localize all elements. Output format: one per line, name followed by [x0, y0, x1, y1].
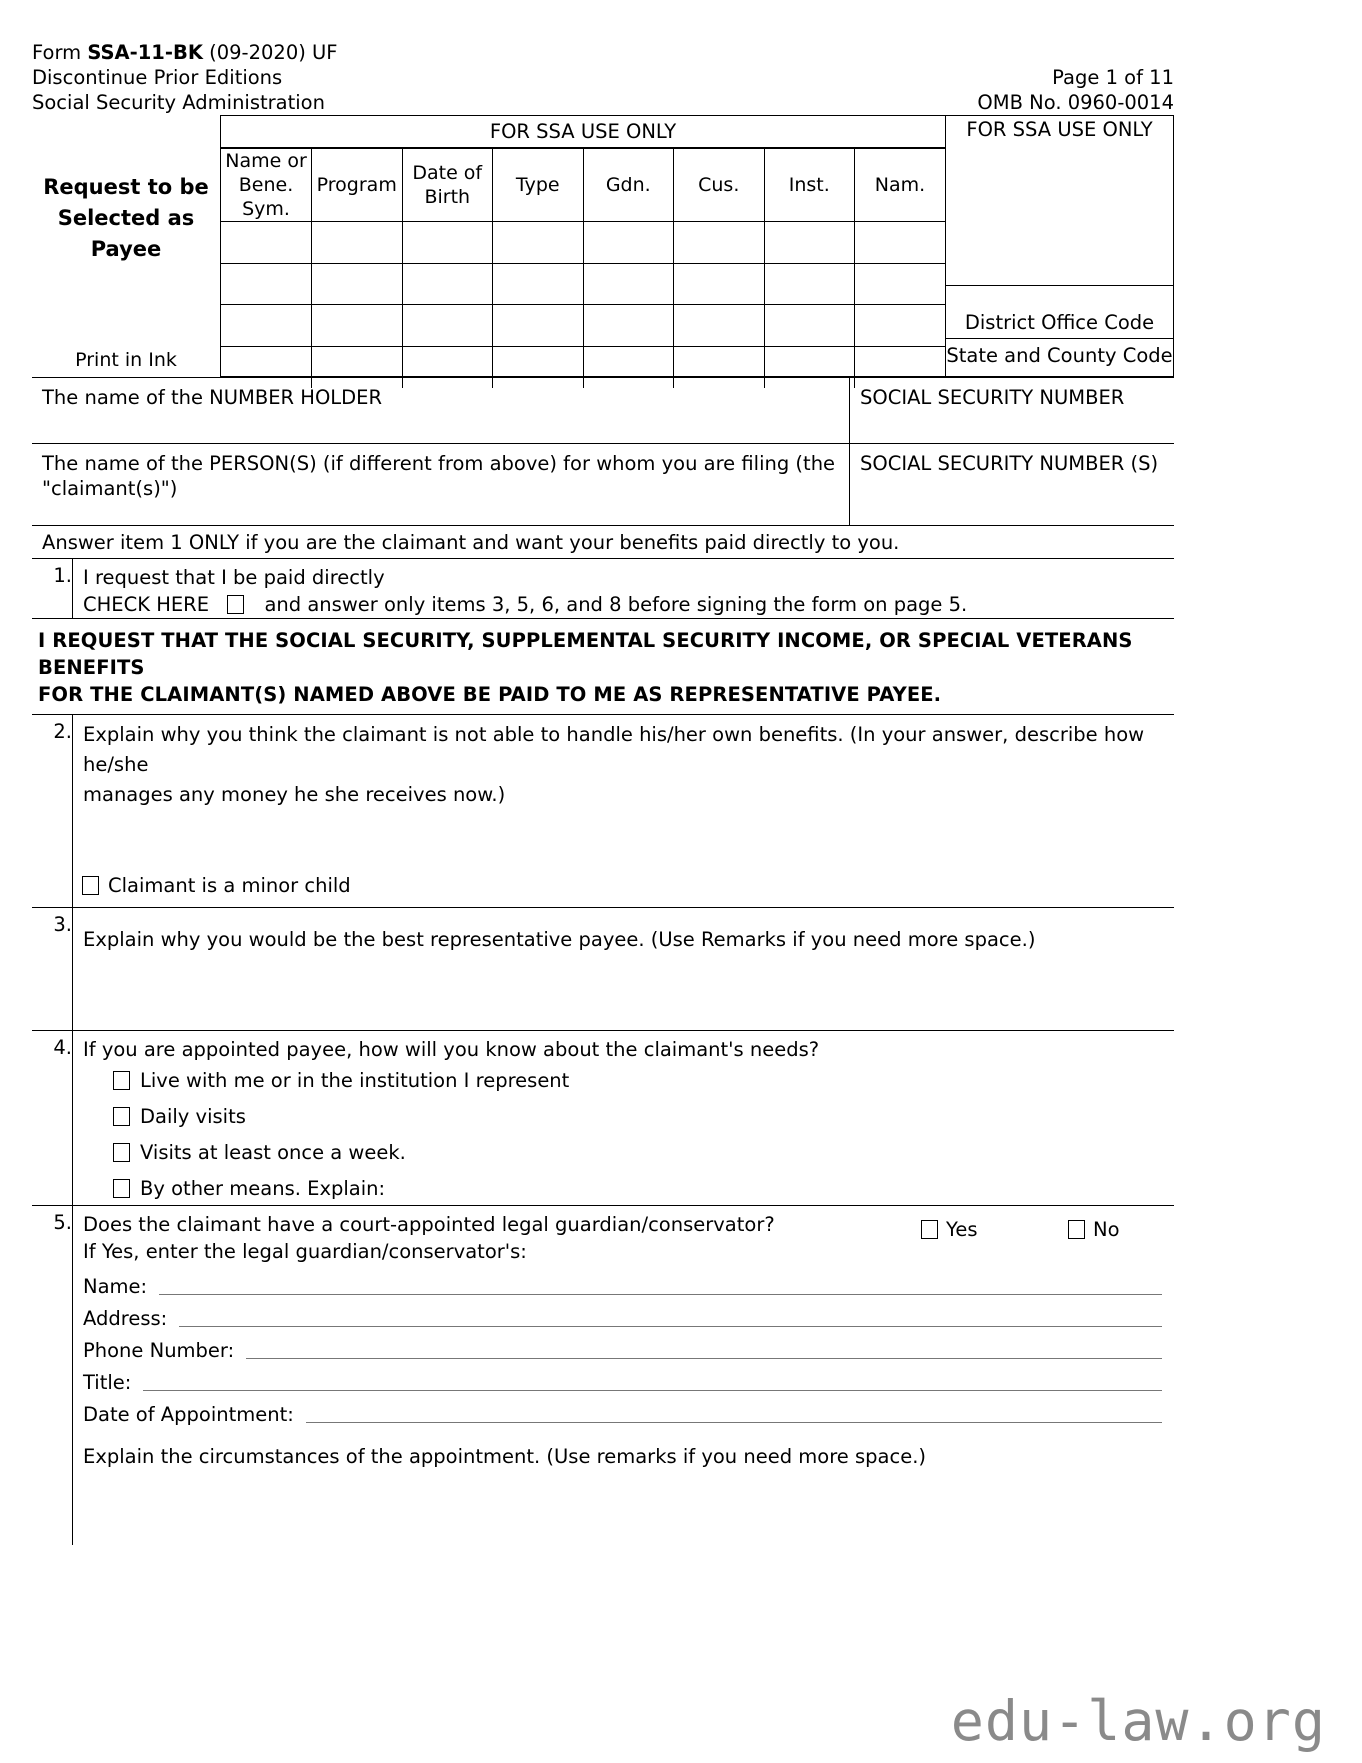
item-3-body[interactable]: [72, 908, 1174, 1030]
ssa-use-grid: [220, 115, 946, 377]
number-holder-ssn-label: SOCIAL SECURITY NUMBER: [860, 386, 1125, 409]
item-4-option-weekly-visits[interactable]: [113, 1135, 1174, 1171]
col-hd-line1: Date of: [412, 162, 483, 184]
item-4-option-live-with-me[interactable]: [113, 1063, 1174, 1099]
header-left: [32, 40, 338, 115]
form-body: [32, 115, 1174, 1545]
guardian-name-input[interactable]: [159, 1294, 1162, 1295]
minor-child-label: Claimant is a minor child: [108, 874, 351, 897]
item-4-number: 4.: [53, 1036, 72, 1059]
guardian-phone-field[interactable]: [83, 1340, 1174, 1362]
agency-name: Social Security Administration: [32, 91, 325, 114]
column-header-nam: Nam.: [855, 149, 946, 222]
cell[interactable]: [493, 263, 584, 305]
discontinue-prior-editions: Discontinue Prior Editions: [32, 66, 283, 89]
cell[interactable]: [221, 263, 312, 305]
item-2: [32, 715, 1174, 907]
cell[interactable]: [312, 305, 403, 347]
page-title-line2: Selected as: [57, 206, 195, 230]
omb-number: OMB No. 0960-0014: [977, 91, 1174, 114]
cell[interactable]: [312, 263, 403, 305]
check-here-label: CHECK HERE: [83, 593, 210, 616]
guardian-name-field[interactable]: [83, 1276, 1174, 1298]
cell[interactable]: [583, 305, 674, 347]
paid-directly-checkbox[interactable]: [227, 595, 244, 614]
item-4-body: [72, 1031, 1174, 1207]
item-1-trailing-text: and answer only items 3, 5, 6, and 8 before signing the form on page 5.: [264, 593, 968, 616]
guardian-date-field[interactable]: [83, 1404, 1174, 1426]
item-5-body: [72, 1206, 1174, 1545]
district-office-code-label[interactable]: District Office Code: [946, 286, 1173, 339]
form-label: Form: [32, 41, 82, 64]
cell[interactable]: [312, 222, 403, 264]
page-title-line3: Payee: [90, 237, 162, 261]
form-title-block: [32, 115, 220, 377]
guardian-address-label: Address:: [83, 1307, 168, 1330]
answer-item1-instruction: Answer item 1 ONLY if you are the claimant and want your benefits paid directly to you.: [32, 525, 1174, 558]
item-4-option-daily-visits[interactable]: [113, 1099, 1174, 1135]
table-row[interactable]: [221, 263, 945, 305]
item-4-option-label: Visits at least once a week.: [140, 1141, 406, 1164]
header-right: [977, 40, 1174, 115]
col-hd-line2: Bene. Sym.: [238, 174, 294, 220]
ssa-use-only-block: [32, 115, 1174, 377]
cell[interactable]: [402, 263, 493, 305]
statement-line2: FOR THE CLAIMANT(S) NAMED ABOVE BE PAID TO ME AS REPRESENTATIVE PAYEE.: [38, 683, 942, 706]
guardian-title-input[interactable]: [143, 1390, 1162, 1391]
cell[interactable]: [764, 222, 855, 264]
item-3-question: Explain why you would be the best representative payee. (Use Remarks if you need more space.): [83, 928, 1036, 951]
guardian-no-checkbox[interactable]: [1068, 1220, 1085, 1239]
state-and-county-code-label[interactable]: State and County Code: [946, 344, 1173, 367]
item-2-number: 2.: [53, 720, 72, 743]
form-identifier-line: [32, 40, 338, 65]
column-header-gdn: Gdn.: [583, 149, 674, 222]
number-holder-label: The name of the NUMBER HOLDER: [42, 386, 383, 409]
item-5-if-yes: If Yes, enter the legal guardian/conservator's:: [83, 1240, 527, 1263]
number-holder-row: [32, 377, 1174, 443]
guardian-yes-checkbox[interactable]: [921, 1220, 938, 1239]
guardian-date-input[interactable]: [306, 1422, 1162, 1423]
cell[interactable]: [221, 305, 312, 347]
column-header-type: Type: [493, 149, 584, 222]
claimant-ssn-field[interactable]: [850, 444, 1174, 525]
cell[interactable]: [764, 305, 855, 347]
item-1-body: [72, 559, 1174, 619]
statement-line1: I REQUEST THAT THE SOCIAL SECURITY, SUPPLEMENTAL SECURITY INCOME, OR SPECIAL VETERANS BENEFITS: [38, 629, 1133, 679]
guardian-title-field[interactable]: [83, 1372, 1174, 1394]
ssa-use-table: [221, 148, 945, 388]
live-with-me-checkbox[interactable]: [113, 1071, 130, 1090]
cell[interactable]: [764, 263, 855, 305]
cell[interactable]: [674, 305, 765, 347]
col-hd-line2: Birth: [424, 186, 471, 208]
item-5-number: 5.: [53, 1211, 72, 1234]
table-row[interactable]: [221, 222, 945, 264]
page-indicator: Page 1 of 11: [1052, 66, 1174, 89]
item-4-question: If you are appointed payee, how will you know about the claimant's needs?: [83, 1038, 820, 1061]
item-4-option-label: Daily visits: [140, 1105, 246, 1128]
other-means-checkbox[interactable]: [113, 1179, 130, 1198]
guardian-name-label: Name:: [83, 1275, 148, 1298]
cell[interactable]: [221, 222, 312, 264]
item-5-explain-instruction: Explain the circumstances of the appointment. (Use remarks if you need more space.): [83, 1445, 927, 1468]
ssa-use-heading: FOR SSA USE ONLY: [221, 116, 945, 148]
daily-visits-checkbox[interactable]: [113, 1107, 130, 1126]
cell[interactable]: [583, 263, 674, 305]
table-header-row: [221, 149, 945, 222]
cell[interactable]: [674, 263, 765, 305]
item-1-line1: I request that I be paid directly: [83, 566, 385, 589]
claimant-persons-row: [32, 443, 1174, 525]
minor-child-option[interactable]: [82, 874, 351, 897]
page-title: [43, 172, 209, 265]
cell[interactable]: [583, 222, 674, 264]
guardian-phone-input[interactable]: [246, 1358, 1162, 1359]
column-header-name-bene-sym: [221, 149, 312, 222]
item-3-number: 3.: [53, 913, 72, 936]
claimant-persons-label: The name of the PERSON(S) (if different from above) for whom you are filing (the "claimant(s)"): [42, 452, 836, 500]
guardian-address-field[interactable]: [83, 1308, 1174, 1330]
page-title-line1: Request to be: [43, 175, 209, 199]
table-row[interactable]: [221, 305, 945, 347]
cell[interactable]: [493, 305, 584, 347]
page-header: [32, 40, 1174, 115]
guardian-title-label: Title:: [83, 1371, 132, 1394]
item-2-line1: Explain why you think the claimant is not able to handle his/her own benefits. (In your answer, describe how he/she: [83, 723, 1145, 776]
item-4: [32, 1030, 1174, 1205]
ssa-use-right-block: [946, 115, 1174, 377]
guardian-date-label: Date of Appointment:: [83, 1403, 294, 1426]
print-in-ink-note: Print in Ink: [75, 349, 177, 371]
item-1-number: 1.: [53, 564, 72, 587]
cell[interactable]: [493, 222, 584, 264]
column-header-date-of-birth: [402, 149, 493, 222]
guardian-phone-label: Phone Number:: [83, 1339, 235, 1362]
cell[interactable]: [855, 222, 946, 264]
cell[interactable]: [402, 222, 493, 264]
number-holder-ssn-field[interactable]: [850, 378, 1174, 443]
representative-payee-statement: [32, 618, 1174, 715]
item-4-option-label: Live with me or in the institution I represent: [140, 1069, 570, 1092]
item-5-question-row: [83, 1211, 1174, 1241]
column-header-program: Program: [312, 149, 403, 222]
guardian-address-input[interactable]: [179, 1326, 1162, 1327]
item-5-yes-option[interactable]: [921, 1216, 977, 1243]
form-number: SSA-11-BK: [87, 41, 203, 64]
number-holder-field[interactable]: [32, 378, 850, 443]
column-header-cus: Cus.: [674, 149, 765, 222]
item-1: [32, 558, 1174, 618]
watermark: edu-law.org: [950, 1689, 1326, 1753]
item-1-line2: [83, 591, 1174, 619]
item-4-option-other-means[interactable]: [113, 1171, 1174, 1207]
weekly-visits-checkbox[interactable]: [113, 1143, 130, 1162]
form-edition: (09-2020) UF: [209, 41, 338, 64]
guardian-yes-label: Yes: [946, 1218, 978, 1241]
item-5-question: Does the claimant have a court-appointed legal guardian/conservator?: [83, 1213, 775, 1236]
cell[interactable]: [855, 263, 946, 305]
minor-child-checkbox[interactable]: [82, 876, 99, 895]
item-5-no-option[interactable]: [1068, 1216, 1120, 1243]
cell[interactable]: [402, 305, 493, 347]
ssa-use-right-heading: FOR SSA USE ONLY: [946, 116, 1173, 286]
guardian-no-label: No: [1093, 1218, 1120, 1241]
column-header-inst: Inst.: [764, 149, 855, 222]
item-5: [32, 1205, 1174, 1545]
item-3: [32, 907, 1174, 1030]
cell[interactable]: [674, 222, 765, 264]
claimant-persons-field[interactable]: [32, 444, 850, 525]
item-4-option-label: By other means. Explain:: [140, 1177, 386, 1200]
col-hd-line1: Name or: [225, 150, 307, 172]
claimant-ssn-label: SOCIAL SECURITY NUMBER (S): [860, 452, 1159, 475]
cell[interactable]: [855, 305, 946, 347]
item-2-line2: manages any money he she receives now.): [83, 783, 506, 806]
